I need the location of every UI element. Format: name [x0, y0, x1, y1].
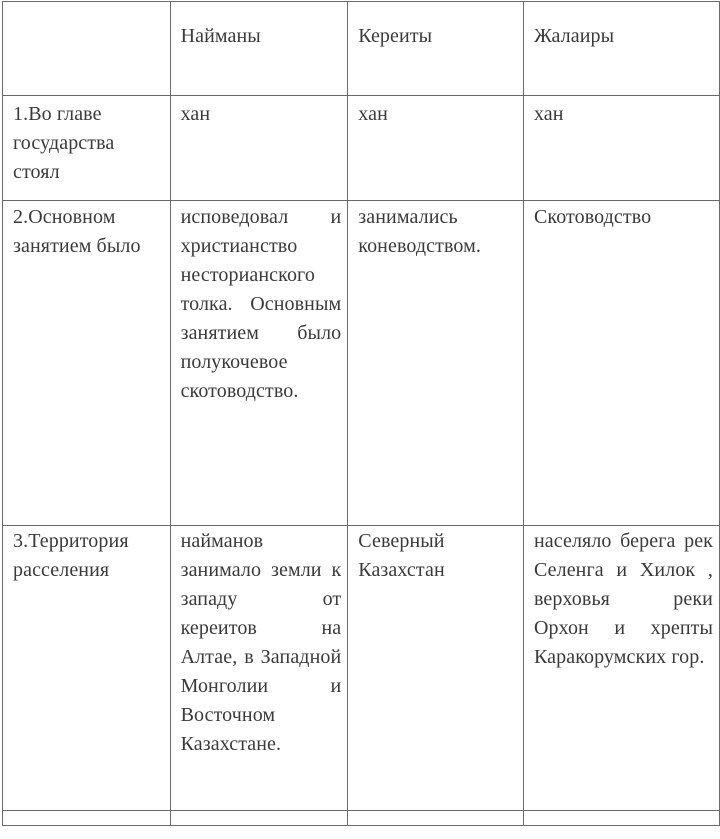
header-cell-naimans: Найманы: [170, 2, 348, 96]
row-label-main-occupation: 2.Основном занятием было: [3, 201, 171, 526]
table-cell: населяло берега рек Селенга и Хилок , верховья реки Орхон и хрепты Каракорумских гор.: [523, 526, 719, 826]
table-cell: хан: [170, 96, 348, 201]
table-row: [3, 96, 720, 201]
table-header-row: [3, 2, 720, 96]
table-cell: Северный Казахстан: [348, 526, 524, 826]
table-row: [3, 201, 720, 526]
table-cell: найманов занимало земли к западу от кереитов на Алтае, в Западной Монголии и Восточном Казахстане.: [170, 526, 348, 826]
table-row: [3, 526, 720, 826]
header-cell-kereits: Кереиты: [348, 2, 524, 96]
comparison-table: [2, 1, 720, 826]
header-cell-empty: [3, 2, 171, 96]
table-cell: Скотоводство: [523, 201, 719, 526]
header-cell-jalairs: Жалаиры: [523, 2, 719, 96]
table-cell: занимались коневодством.: [348, 201, 524, 526]
row-label-head-of-state: 1.Во главе государства стоял: [3, 96, 171, 201]
row-label-settlement-territory: 3.Территория расселения: [3, 526, 171, 826]
bottom-divider: [2, 810, 720, 811]
table-cell: исповедовал и христианство несторианского толка. Основным занятием было полукочевое скотоводство.: [170, 201, 348, 526]
table-cell: хан: [348, 96, 524, 201]
table-cell: хан: [523, 96, 719, 201]
